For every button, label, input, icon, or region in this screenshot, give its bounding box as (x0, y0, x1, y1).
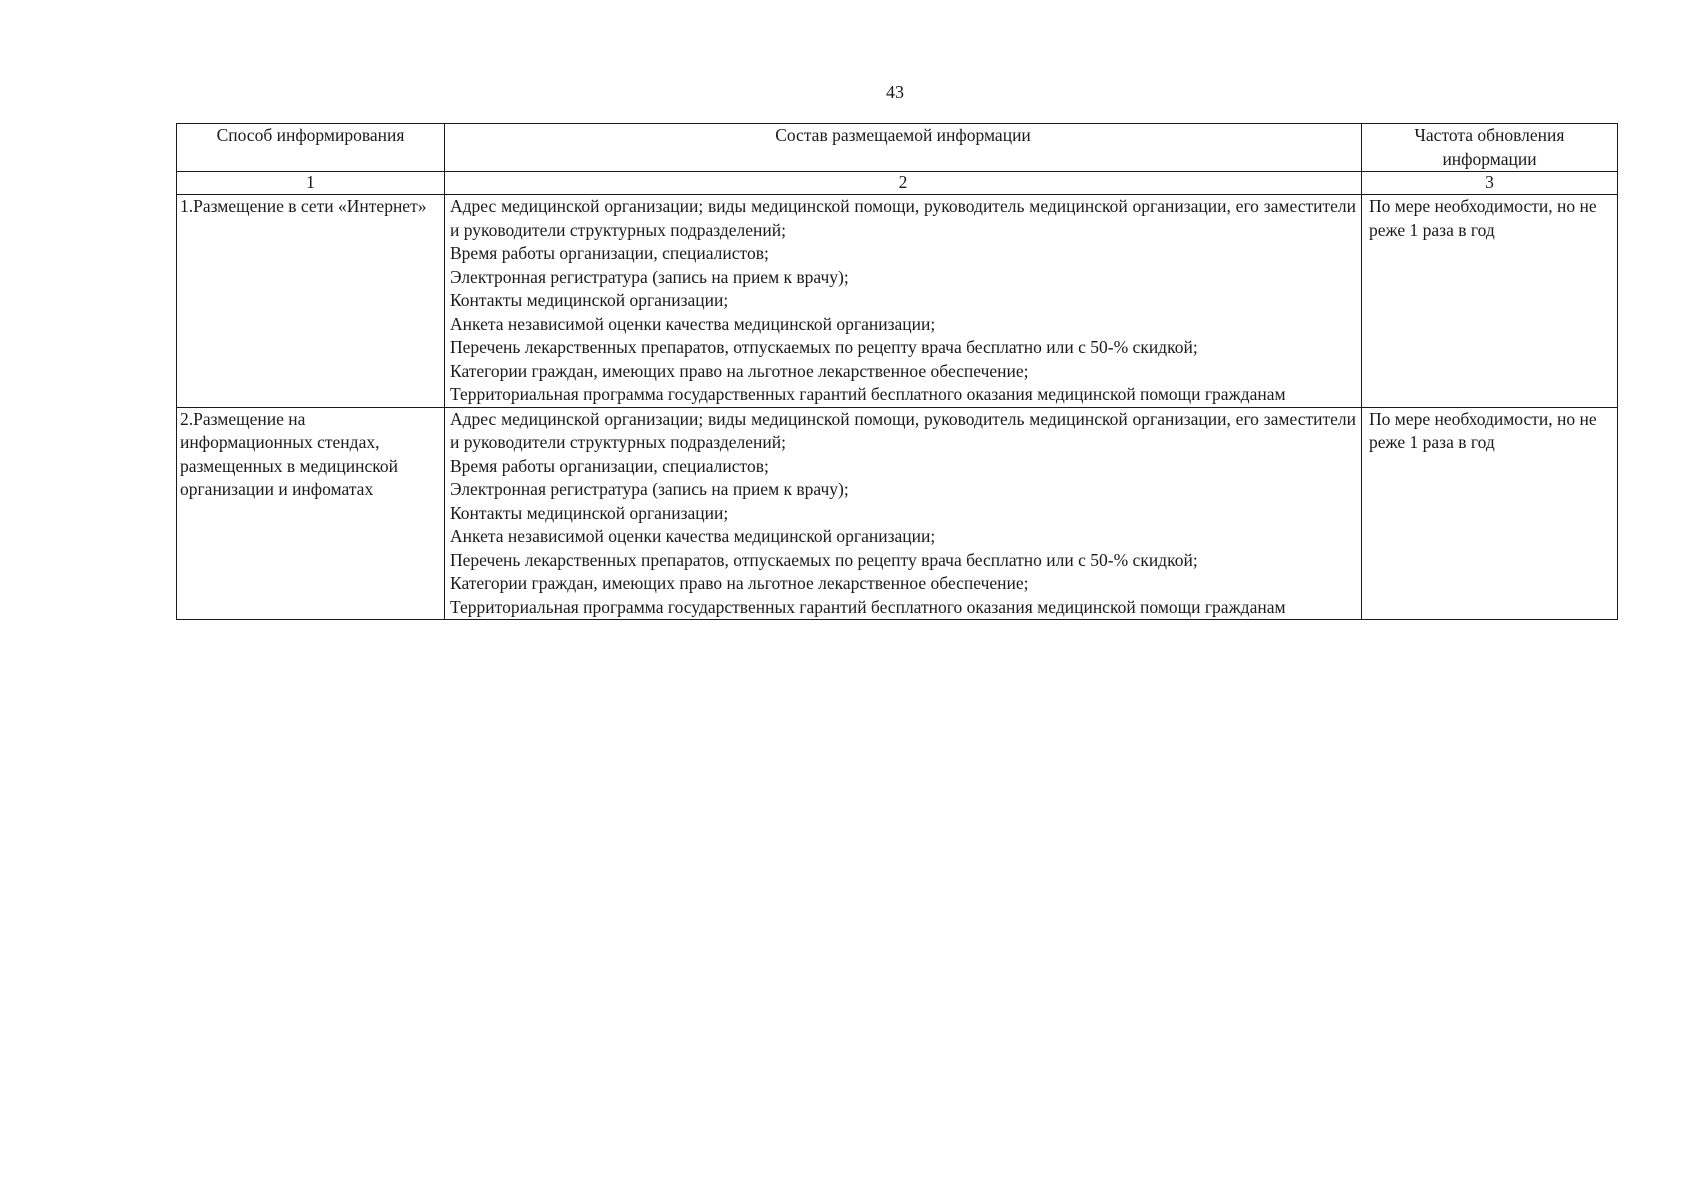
page-number: 43 (886, 82, 904, 102)
header-frequency: Частота обновления информации (1362, 124, 1618, 172)
content-item: Перечень лекарственных препаратов, отпускаемых по рецепту врача бесплатно или с 50-% скидкой; (450, 337, 1198, 357)
content-item: Территориальная программа государственных гарантий бесплатного оказания медицинской помощи гражданам (450, 384, 1286, 404)
frequency-cell (1362, 195, 1618, 408)
content-item: Время работы организации, специалистов; (450, 243, 769, 263)
content-item: Адрес медицинской организации; виды медицинской помощи, руководитель медицинской организации, его заместители и руководители структурных подразделений; (450, 408, 1356, 452)
information-table (176, 123, 1618, 620)
content-item: Категории граждан, имеющих право на льготное лекарственное обеспечение; (450, 573, 1029, 593)
content-item: Адрес медицинской организации; виды медицинской помощи, руководитель медицинской организации, его заместители и руководители структурных подразделений; (450, 196, 1356, 240)
content-cell (445, 407, 1362, 620)
column-number-3: 3 (1362, 172, 1618, 195)
content-item: Электронная регистратура (запись на прием к врачу); (450, 266, 849, 287)
header-method: Способ информирования (177, 124, 445, 172)
column-number-2: 2 (445, 172, 1362, 195)
content-item: Категории граждан, имеющих право на льготное лекарственное обеспечение; (450, 360, 1029, 381)
content-item: Контакты медицинской организации; (450, 502, 729, 523)
frequency-text: По мере необходимости, но не реже 1 раза в год (1369, 196, 1597, 240)
header-content: Состав размещаемой информации (445, 124, 1362, 172)
content-item: Анкета независимой оценки качества медицинской организации; (450, 313, 936, 334)
content-item: Перечень лекарственных препаратов, отпускаемых по рецепту врача бесплатно или с 50-% скидкой; (450, 549, 1198, 570)
column-number-1: 1 (177, 172, 445, 195)
table-header-row (177, 124, 1618, 172)
content-item: Анкета независимой оценки качества медицинской организации; (450, 526, 936, 546)
content-item: Контакты медицинской организации; (450, 290, 729, 310)
content-item: Электронная регистратура (запись на прием к врачу); (450, 479, 849, 499)
table-row (177, 407, 1618, 620)
frequency-cell (1362, 407, 1618, 620)
frequency-text: По мере необходимости, но не реже 1 раза в год (1369, 408, 1597, 452)
column-number-row (177, 172, 1618, 195)
method-cell: 2.Размещение на информационных стендах, размещенных в медицинской организации и инфоматах (177, 407, 445, 620)
content-cell (445, 195, 1362, 408)
table-row (177, 195, 1618, 408)
method-cell: 1.Размещение в сети «Интернет» (177, 195, 445, 408)
content-item: Территориальная программа государственных гарантий бесплатного оказания медицинской помощи гражданам (450, 596, 1286, 617)
content-item: Время работы организации, специалистов; (450, 455, 769, 476)
